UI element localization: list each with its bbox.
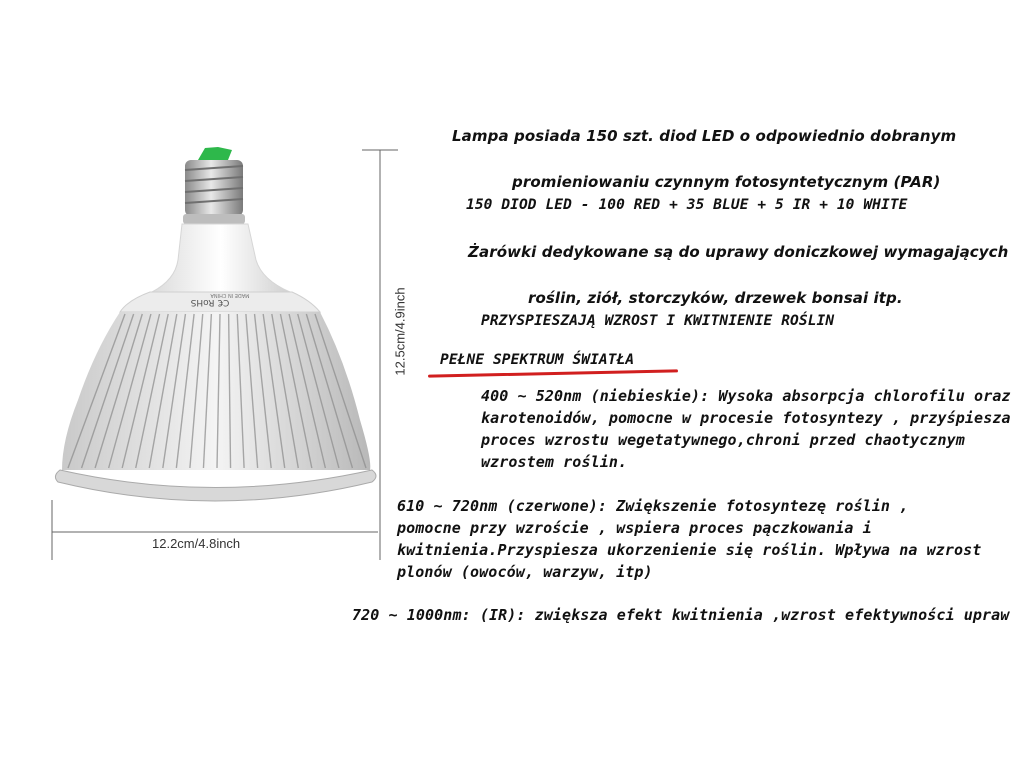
lamp-illustration — [0, 0, 400, 600]
intro-line-2: promieniowaniu czynnym fotosyntetycznym (PAR) — [512, 173, 941, 191]
growth-claim: PRZYSPIESZAJĄ WZROST I KWITNIENIE ROŚLIN — [481, 313, 835, 329]
cert-mark: C€ RoHS — [190, 297, 230, 307]
lamp-neck — [152, 224, 290, 292]
blue-line-3: proces wzrostu wegetatywnego,chroni przed chaotycznym — [481, 431, 965, 449]
intro-line-4: Żarówki dedykowane są do uprawy doniczkowej wymagających — [468, 243, 1009, 261]
red-line-1: 610 ~ 720nm (czerwone): Zwiększenie fotosyntezę roślin , — [397, 497, 909, 515]
blue-line-4: wzrostem roślin. — [481, 453, 628, 471]
red-line-4: plonów (owoców, warzyw, itp) — [397, 563, 653, 581]
blue-line-1: 400 ~ 520nm (niebieskie): Wysoka absorpcja chlorofilu oraz — [481, 387, 1011, 405]
intro-line-1: Lampa posiada 150 szt. diod LED o odpowiednio dobranym — [452, 127, 957, 145]
ir-spectrum-line: 720 ~ 1000nm: (IR): zwiększa efekt kwitnienia ,wzrost efektywności upraw — [352, 606, 1010, 624]
led-count-line: 150 DIOD LED - 100 RED + 35 BLUE + 5 IR + 10 WHITE — [466, 197, 908, 213]
blue-line-2: karotenoidów, pomocne w procesie fotosyntezy , przyśpiesza — [481, 409, 1011, 427]
intro-line-5: roślin, ziół, storczyków, drzewek bonsai itp. — [528, 289, 903, 307]
width-label: 12.2cm/4.8inch — [152, 536, 241, 551]
height-label: 12.5cm/4.9inch — [392, 287, 408, 376]
socket-tip — [198, 147, 232, 160]
made-in-mark: MADE IN CHINA — [210, 292, 250, 298]
red-line-3: kwitnienia.Przyspiesza ukorzenienie się roślin. Wpływa na wzrost — [397, 541, 982, 559]
red-line-2: pomocne przy wzroście , wspiera proces pączkowania i — [397, 519, 872, 537]
spectrum-heading: PEŁNE SPEKTRUM ŚWIATŁA — [440, 352, 635, 368]
heading-underline — [428, 369, 678, 377]
socket-thread — [185, 160, 243, 216]
